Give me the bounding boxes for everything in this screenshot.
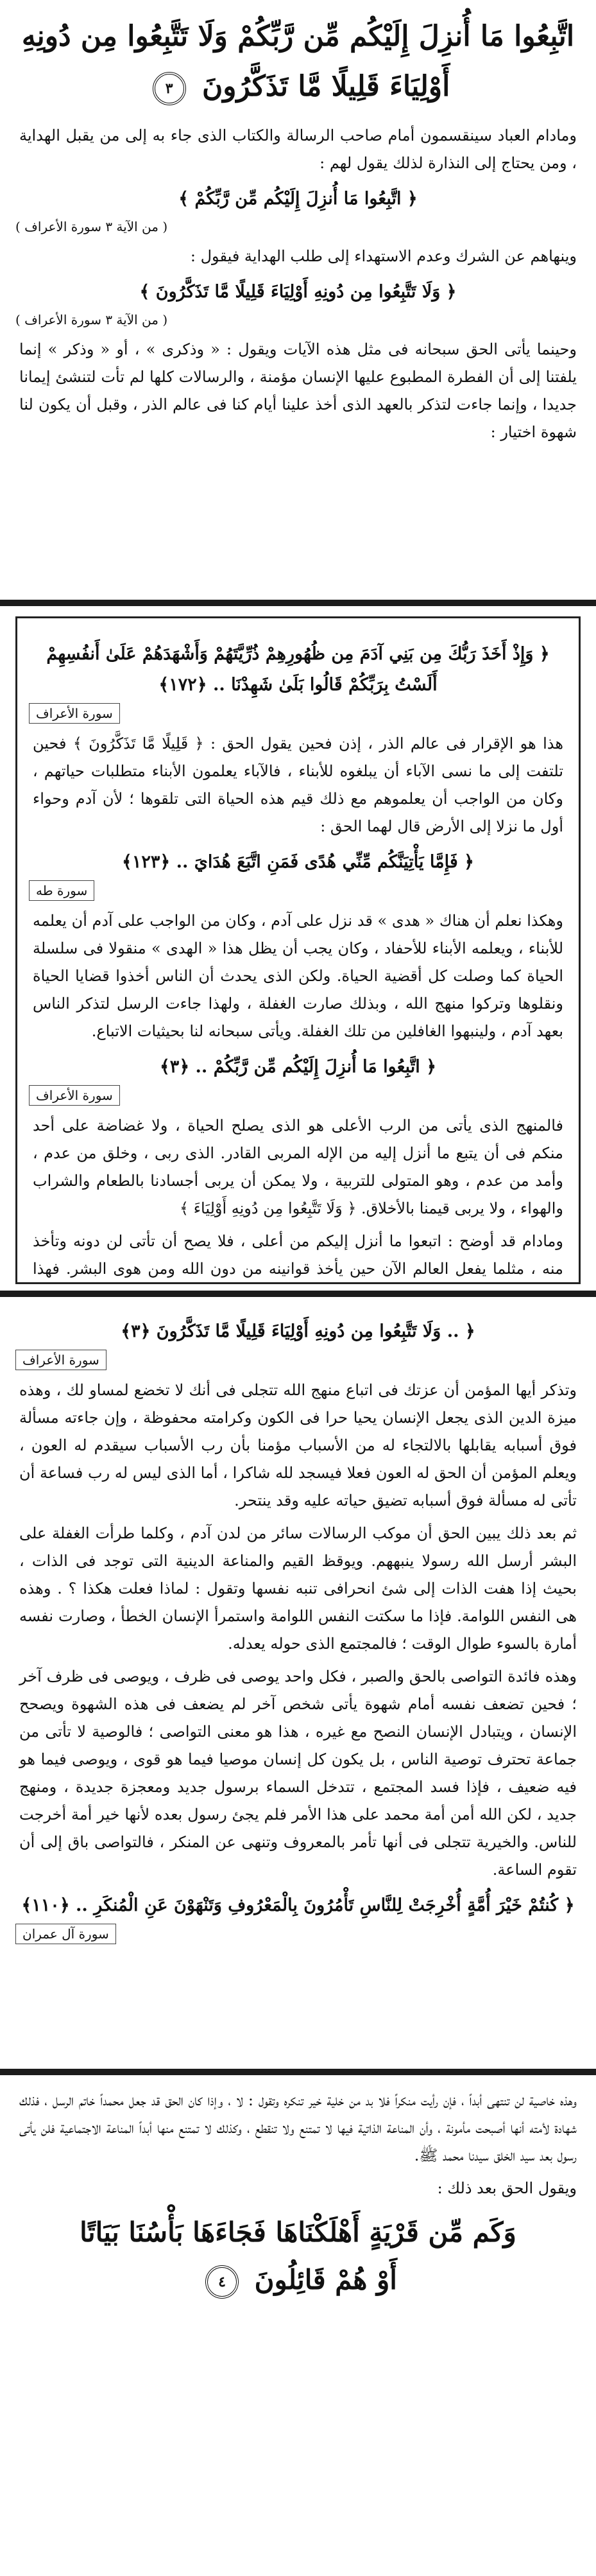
scan-divider	[0, 2069, 596, 2075]
header-verse-block	[15, 6, 581, 119]
paragraph: وتذكر أيها المؤمن أن عزتك فى اتباع منهج الله تتجلى فى أنك لا تخضع لمساو لك ، وهذه ميزة الدين الذى يجعل الإنسان يحيا حرا فى الكون وكرامته محفوظة ، وإن جاءته مسألة فوق أسبابه يقابلها بالالتجاء له من الأسباب مؤمنا بأن رب الأسباب سيقدم له العون ، ويعلم المؤمن أن الحق له العون فعلا فيسجد لله شاكرا ، أما الذى ليس له رب فساعة أن تأتى له مسألة فوق أسبابه تضيق حياته عليه وقد ينتحر.	[19, 1381, 577, 1510]
verse-number-medallion: ٣	[153, 72, 186, 105]
verse-citation: سورة الأعراف	[29, 1085, 120, 1106]
paragraph: وهذه فائدة التواصى بالحق والصبر ، فكل واحد يوصى فى ظرف ، ويوصى فى ظرف آخر ؛ فحين تضعف نفسه أمام شهوة يأتى شخص آخر لم يضعف فى هذه الشهوة ويصحح الإنسان ، ويتبادل الإنسان النصح مع غيره ، هذا هو معنى التواصى ؛ فالوصية لا تأتى من جماعة تحترف توصية الناس ، بل يكون كل إنسان موصيا فيما هو قوى ، ويوصى فيما هو فيه ضعيف ، فإذا فسد المجتمع ، تتدخل السماء برسول جديد ومعجزة جديدة ، ومنهج جديد ، لكن الله أمن أمة محمد على هذا الأمر فلم يجئ رسول بعده لأنها خير أمة أخرجت للناس. والخيرية تتجلى فى أنها تأمر بالمعروف وتنهى عن المنكر ، فالتواصى باق إلى أن تقوم الساعة.	[19, 1667, 577, 1879]
paragraph: ومادام قد أوضح : اتبعوا ما أنزل إليكم من أعلى ، فلا يصح أن تأتى لن دونه وتأخذ منه ، مثلما يفعل العالم الآن حين يأخذ قوانينه من دون الله ومن هوى البشر. فهذا	[33, 1232, 563, 1278]
section-4	[15, 2087, 581, 2562]
section-3	[15, 1310, 581, 2067]
quran-quote: ﴿ فَإِمَّا يَأْتِيَنَّكُم مِّنِّي هُدًى فَمَنِ اتَّبَعَ هُدَايَ .. ﴿١٢٣﴾	[122, 852, 474, 872]
closing-verse-line2: أَوْ هُمْ قَائِلُونَ	[254, 2264, 397, 2295]
quran-quote: ﴿ كُنتُمْ خَيْرَ أُمَّةٍ أُخْرِجَتْ لِلنَّاسِ تَأْمُرُونَ بِالْمَعْرُوفِ وَتَنْهَوْنَ عَنِ الْمُنكَرِ .. ﴿١١٠﴾	[21, 1895, 575, 1915]
paragraph: وهكذا نعلم أن هناك « هدى » قد نزل على آدم ، وكان من الواجب على آدم أن يعلمه للأبناء ، ويعلمه الأبناء للأحفاد ، وكان يجب أن يظل هذا « الهدى » منقولا فى سلسلة الحياة كما وصلت كل أقضية الحياة. ولكن الذى يحدث أن الناس أخذوا قضايا الحياة ونقلوها وتركوا منهج الله ، وبذلك صارت الغفلة ، ولهذا جاءت الرسل لتذكر الناس بعهد آدم ، ولينبهوا الغافلين من تلك الغفلة. ويأتى سبحانه لنا بحيثيات الاتباع.	[33, 912, 563, 1040]
verse-citation: سورة الأعراف	[15, 1350, 106, 1370]
quran-quote: ﴿ .. وَلَا تَتَّبِعُوا مِن دُونِهِ أَوْلِيَاءَ قَلِيلًا مَّا تَذَكَّرُونَ ﴿٣﴾	[121, 1321, 475, 1341]
paragraph: وينهاهم عن الشرك وعدم الاستهداء إلى طلب الهداية فيقول :	[190, 247, 577, 265]
verse-number-medallion: ٤	[205, 2265, 239, 2299]
section-2	[15, 616, 581, 1284]
quran-quote: ﴿ وَلَا تَتَّبِعُوا مِن دُونِهِ أَوْلِيَاءَ قَلِيلًا مَّا تَذَكَّرُونَ ﴾	[139, 282, 457, 302]
scan-divider	[0, 1291, 596, 1297]
closing-verse-line1: وَكَم مِّن قَرْيَةٍ أَهْلَكْنَاهَا فَجَاءَهَا بَأْسُنَا بَيَاتًا	[80, 2216, 516, 2248]
scan-divider	[0, 600, 596, 606]
verse-citation: ( من الآية ٣ سورة الأعراف )	[15, 219, 168, 234]
paragraph: ويقول الحق بعد ذلك :	[437, 2179, 577, 2197]
header-verse-line2-wrap	[15, 62, 581, 112]
closing-verse	[15, 2209, 581, 2304]
verse-citation: سورة الأعراف	[29, 703, 120, 724]
quran-quote: ﴿ اتَّبِعُوا مَا أُنزِلَ إِلَيْكُم مِّن رَّبِّكُمْ ﴾	[178, 189, 418, 209]
paragraph: فالمنهج الذى يأتى من الرب الأعلى هو الذى يصلح الحياة ، ولا غضاضة على أحد منكم فى أن يتبع ما أنزل إليه من الإله المربى القادر. الذى ربى ، وخلق من عدم ، وأمد من عدم ، وهو المتولى للتربية ، ولا يمكن أن يربى أجسادنا بالطعام والشراب والهواء ، ولا يربى قيمنا بالأخلاق. ﴿ وَلَا تَتَّبِعُوا مِن دُونِهِ أَوْلِيَاءَ ﴾	[33, 1117, 563, 1217]
verse-citation: سورة آل عمران	[15, 1924, 116, 1944]
paragraph: هذا هو الإقرار فى عالم الذر ، إذن فحين يقول الحق : ﴿ قَلِيلًا مَّا تَذَكَّرُونَ ﴾ فحين تلتفت إلى ما نسى الآباء أن يبلغوه للأبناء ، فالآباء يعلمون الأبناء متطلبات حياتهم ، وكان من الواجب أن يعلموهم مع ذلك قيم هذه الحياة التى تلقوها ؛ لأن آدم وحواء أول ما نزلا إلى الأرض قال لهما الحق :	[33, 735, 564, 835]
header-verse-line1: اتَّبِعُوا مَا أُنزِلَ إِلَيْكُم مِّن رَّبِّكُمْ وَلَا تَتَّبِعُوا مِن دُونِهِ	[21, 20, 575, 53]
verse-citation: ( من الآية ٣ سورة الأعراف )	[15, 312, 168, 327]
header-verse	[15, 6, 581, 112]
verse-citation-wrap	[15, 1350, 570, 1370]
paragraph: وهذه خاصية لن تنتهى أبداً ، فإن رأيت منكراً فلا بد من خلية خير تنكره وتقول : لا ، وإذا كان الحق قد جعل محمداً خاتم الرسل ، فذلك شهادة لأمته أنها أصبحت مأمونة ، وأن المناعة الذاتية فيها لا تمتنع ولا تنقطع ، وكذلك لا تمتنع منها أبداً المناعة الاجتماعية فلن يأتى رسول بعد سيد الخلق سيدنا محمد ﷺ.	[19, 2091, 577, 2164]
section-1	[15, 122, 581, 597]
verse-citation-wrap	[29, 703, 557, 724]
verse-citation-wrap	[29, 880, 557, 901]
verse-citation-wrap	[29, 1085, 557, 1106]
paragraph: وحينما يأتى الحق سبحانه فى مثل هذه الآيات ويقول : « وذكرى » ، أو « وذكر » إنما يلفتنا إلى أن الفطرة المطبوع عليها الإنسان مؤمنة ، والرسالات كلها لم تأت لتنشئ إيمانا جديدا ، وإنما جاءت لتذكر بالعهد الذى أخذ علينا أيام كنا فى عالم الذر ، وقبل أن يكون لنا شهوة اختيار :	[19, 340, 577, 441]
quran-quote: ﴿ وَإِذْ أَخَذَ رَبُّكَ مِن بَنِي آدَمَ مِن ظُهُورِهِمْ ذُرِّيَّتَهُمْ وَأَشْهَدَهُمْ عَلَىٰ أَنفُسِهِمْ أَلَسْتُ بِرَبِّكُمْ قَالُوا بَلَىٰ شَهِدْنَا .. ﴿١٧٢﴾	[46, 644, 550, 695]
paragraph: ومادام العباد سينقسمون أمام صاحب الرسالة والكتاب الذى جاء به إلى من يقبل الهداية ، ومن يحتاج إلى النذارة لذلك يقول لهم :	[19, 126, 577, 172]
closing-verse-line2-wrap	[15, 2256, 581, 2304]
verse-citation-wrap	[15, 1924, 570, 1944]
header-verse-line2: أَوْلِيَاءَ قَلِيلًا مَّا تَذَكَّرُونَ	[201, 70, 450, 103]
paragraph: ثم بعد ذلك يبين الحق أن موكب الرسالات سائر من لدن آدم ، وكلما طرأت الغفلة على البشر أرسل الله رسولا ينبههم. ويوقظ القيم والمناعة الدينية التى توجد فى الذات ، بحيث إذا هفت الذات إلى شئ انحرافى تنبه نفسها وتقول : لماذا فعلت هكذا ؟ . وهذه هى النفس اللوامة. فإذا ما سكتت النفس اللوامة واستمرأ الإنسان الخطأ ، وصارت نفسه أمارة بالسوء طوال الوقت ؛ فالمجتمع الذى حوله يعدله.	[19, 1524, 577, 1653]
verse-citation: سورة طه	[29, 880, 94, 901]
quran-quote: ﴿ اتَّبِعُوا مَا أُنزِلَ إِلَيْكُم مِّن رَّبِّكُمْ .. ﴿٣﴾	[159, 1057, 437, 1077]
